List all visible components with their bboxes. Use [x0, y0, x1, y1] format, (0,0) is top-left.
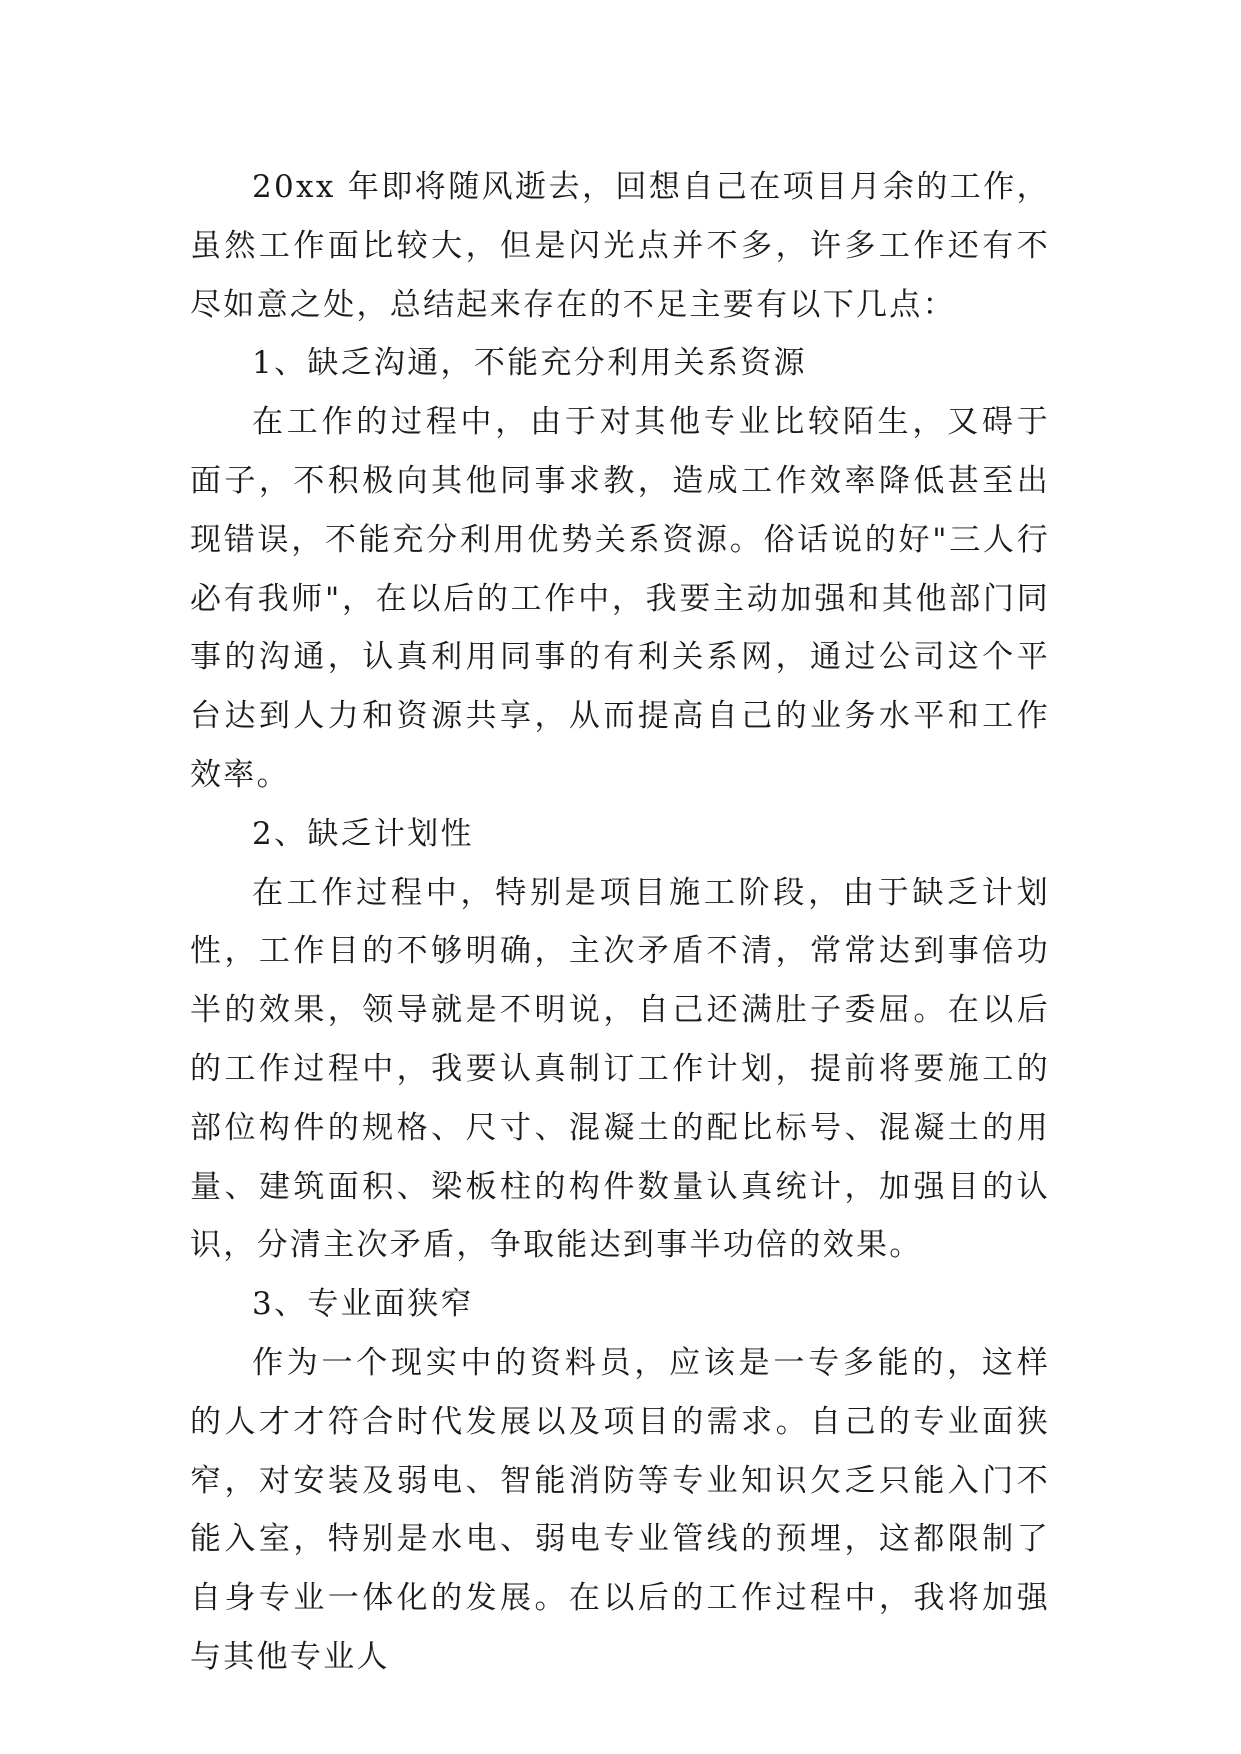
section-heading-planning: 2、缺乏计划性 — [252, 815, 474, 852]
section-heading-specialty: 3、专业面狭窄 — [252, 1286, 474, 1323]
document-body — [190, 158, 1050, 1687]
communication-paragraph: 在工作的过程中，由于对其他专业比较陌生，又碍于面子，不积极向其他同事求教，造成工作效率降低甚至出现错误，不能充分利用优势关系资源。俗话说的好"三人行必有我师"，在以后的工作中，我要主动加强和其他部门同事的沟通，认真利用同事的有利关系网，通过公司这个平台达到人力和资源共享，从而提高自己的业务水平和工作效率。 — [190, 404, 1050, 793]
planning-paragraph: 在工作过程中，特别是项目施工阶段，由于缺乏计划性，工作目的不够明确，主次矛盾不清，常常达到事倍功半的效果，领导就是不明说，自己还满肚子委屈。在以后的工作过程中，我要认真制订工作计划，提前将要施工的部位构件的规格、尺寸、混凝土的配比标号、混凝土的用量、建筑面积、梁板柱的构件数量认真统计，加强目的认识，分清主次矛盾，争取能达到事半功倍的效果。 — [190, 874, 1050, 1264]
intro-paragraph: 20xx 年即将随风逝去，回想自己在项目月余的工作，虽然工作面比较大，但是闪光点并不多，许多工作还有不尽如意之处，总结起来存在的不足主要有以下几点： — [190, 169, 1050, 323]
specialty-paragraph: 作为一个现实中的资料员，应该是一专多能的，这样的人才才符合时代发展以及项目的需求。自己的专业面狭窄，对安装及弱电、智能消防等专业知识欠乏只能入门不能入室，特别是水电、弱电专业管线的预埋，这都限制了自身专业一体化的发展。在以后的工作过程中，我将加强与其他专业人 — [190, 1344, 1050, 1675]
section-heading-communication: 1、缺乏沟通，不能充分利用关系资源 — [252, 345, 807, 382]
